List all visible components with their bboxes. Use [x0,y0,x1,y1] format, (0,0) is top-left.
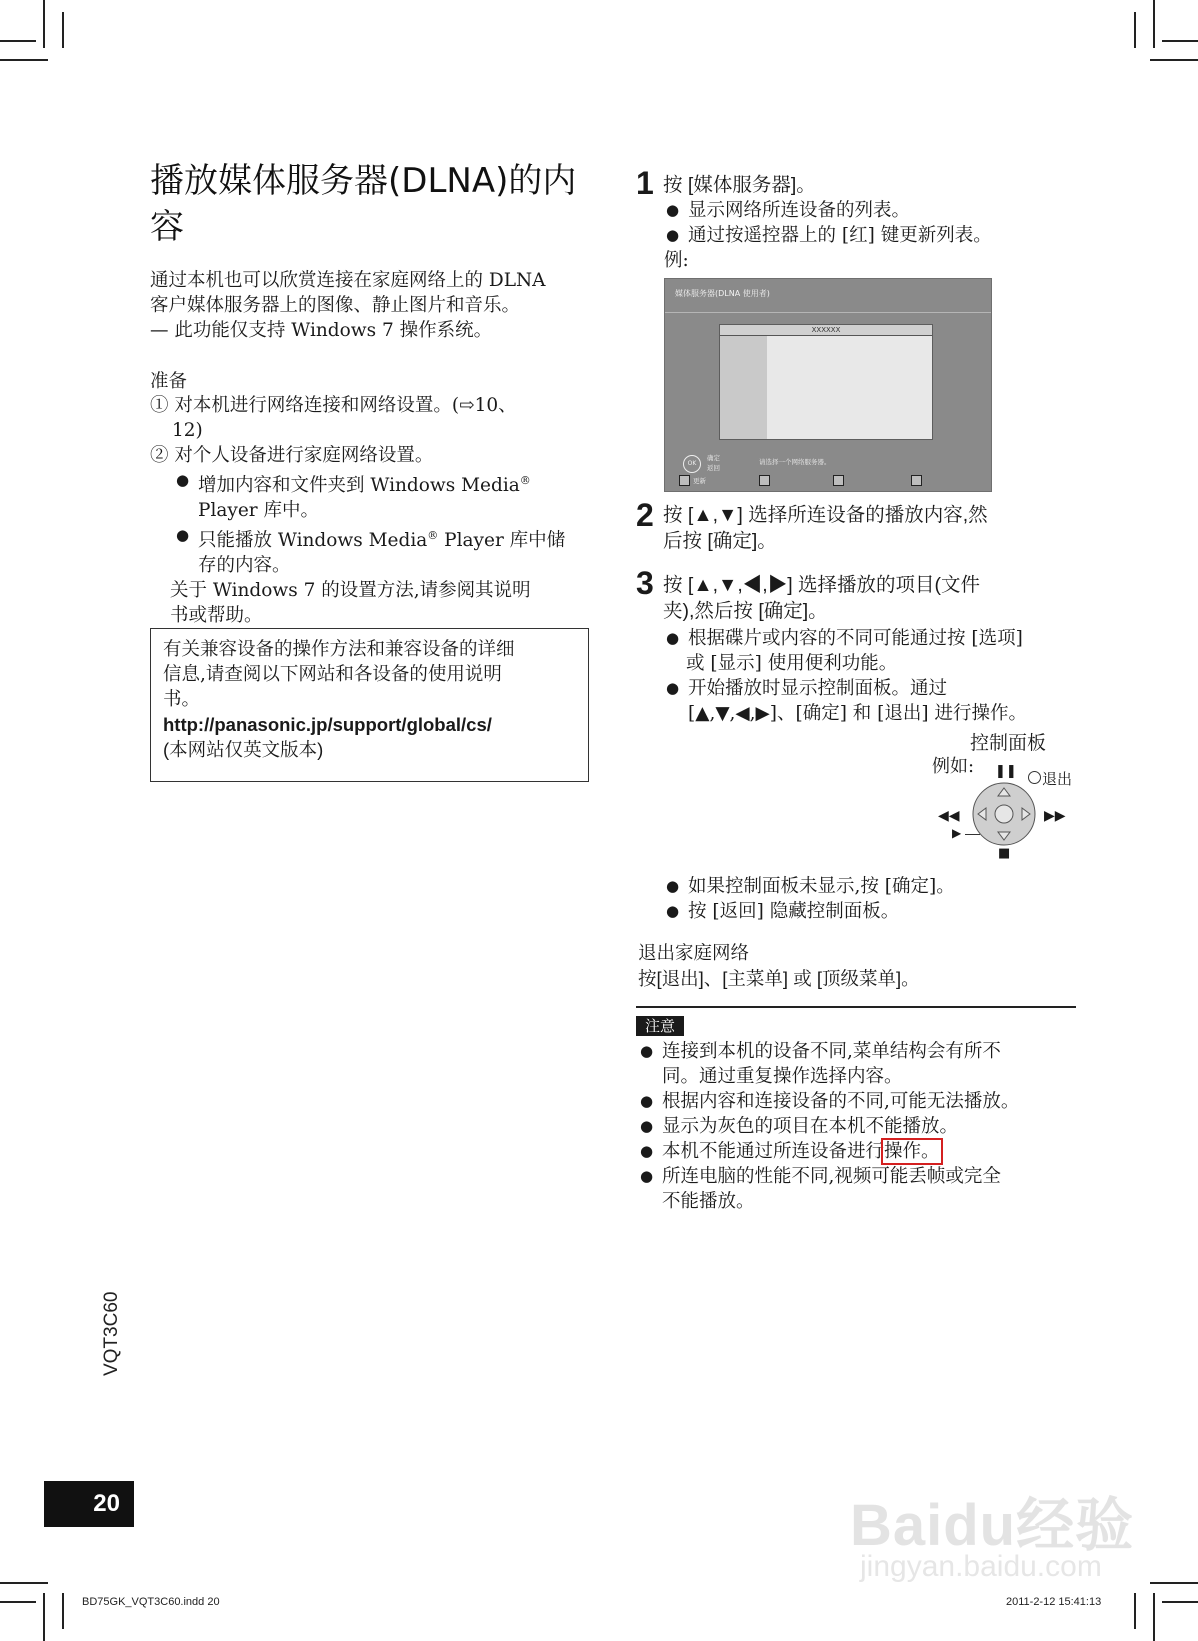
step-3-bullet-4: ● 按 [返回] 隐藏控制面板。 [666,899,1096,924]
step-1-bullet-2: ● 通过按遥控器上的 [红] 键更新列表。 [666,223,1086,248]
step-3-details [666,626,1096,726]
crop-mark-top-right-h [1162,40,1198,42]
step-3-bullet-2-cont: [▲,▼,◀,▶]、[确定] 和 [退出] 进行操作。 [688,703,1027,724]
crop-mark-bottom-right-h2 [1162,1601,1198,1603]
step-3-line-2: 夹),然后按 [确定]。 [663,600,828,622]
footer-timestamp: 2011-2-12 15:41:13 [1006,1596,1102,1608]
page-title: 播放媒体服务器(DLNA)的内容 [150,161,577,247]
prep-note-1: 关于 Windows 7 的设置方法,请参阅其说明 [170,580,531,602]
page-number-text: 20 [93,1490,120,1517]
crop-mark-top-left-h [0,40,36,42]
control-panel-example-label: 例如: [932,756,975,777]
prep-bullet-1-text: 增加内容和文件夹到 Windows Media [198,475,520,497]
crop-mark-bottom-right-v [1134,1593,1136,1629]
crop-mark-top-left-h2 [0,59,48,61]
prep-bullet-2 [176,523,600,578]
note-item-5: ● 所连电脑的性能不同,视频可能丢帧或完全 [640,1164,1080,1189]
registered-mark-2: ® [427,529,439,543]
crop-mark-bottom-right-v2 [1153,1593,1155,1641]
step-1-details [666,198,1086,273]
step-3-number: 3 [636,565,654,601]
crop-mark-top-right-v2 [1153,0,1155,48]
infobox-url-note: (本网站仅英文版本) [163,739,324,760]
note-item-2: ● 根据内容和连接设备的不同,可能无法播放。 [640,1089,1080,1114]
step-2-number: 2 [636,497,654,533]
support-url-link[interactable]: http://panasonic.jp/support/global/cs/ [163,714,492,735]
exit-section [638,940,1078,992]
note-item-4 [640,1139,1080,1164]
prep-bullet-1 [176,468,600,523]
crop-mark-bottom-left-v2 [62,1593,64,1629]
note-item-5-cont: 不能播放。 [662,1191,755,1212]
step-1-text: 按 [媒体服务器]。 [663,174,816,196]
prep-bullet-2-text: 只能播放 Windows Media [198,530,428,552]
intro-line-2: 客户媒体服务器上的图像、静止图片和音乐。 [150,295,521,316]
rewind-icon: ◀◀ [938,808,960,824]
page-number [44,1481,134,1527]
intro-line-3: — 此功能仅支持 Windows 7 操作系统。 [150,320,493,341]
fast-forward-icon: ▶▶ [1044,808,1066,824]
note-item-1: ● 连接到本机的设备不同,菜单结构会有所不 [640,1039,1080,1064]
exit-heading: 退出家庭网络 [638,942,750,963]
osd-hint: 请选择一个网络服务器。 [759,458,831,466]
osd-back-label: 返回 [707,464,720,472]
pause-icon: ❚❚ [995,764,1017,779]
crop-mark-top-left-v2 [62,12,64,48]
crop-mark-top-right-v [1134,12,1136,48]
step-2-line-2: 后按 [确定]。 [663,530,777,552]
prep-item-2: ② 对个人设备进行家庭网络设置。 [150,445,434,466]
osd-server-list [719,324,933,440]
ok-button-icon: OK [683,455,701,473]
note-item-3: ● 显示为灰色的项目在本机不能播放。 [640,1114,1080,1139]
step-3-extra-bullets [666,874,1096,924]
osd-red-button-icon [679,475,690,486]
intro-paragraph [150,268,600,343]
prep-note-2: 书或帮助。 [170,605,263,627]
osd-ok-label: 确定 [707,454,720,462]
prep-section [150,368,600,628]
step-3-bullet-3: ● 如果控制面板未显示,按 [确定]。 [666,874,1096,899]
direction-pad-icon [972,782,1036,846]
osd-list-header: XXXXXX [720,325,932,336]
step-3-text [663,572,1093,624]
osd-blue-button-icon [911,475,922,486]
baidu-watermark-brand: Baidu经验 [850,1493,1135,1558]
play-icon: ▶ [952,826,962,840]
infobox-line-3: 书。 [163,689,201,710]
stop-icon: ■ [998,846,1011,861]
crop-mark-bottom-right-h [1150,1582,1198,1584]
baidu-watermark-url: jingyan.baidu.com [860,1550,1102,1583]
prep-bullet-1-cont: Player 库中。 [198,500,320,522]
note-item-1-cont: 同。通过重复操作选择内容。 [662,1066,903,1087]
step-1-bullet-1: ● 显示网络所连设备的列表。 [666,198,1086,223]
step-3-bullet-1: ● 根据碟片或内容的不同可能通过按 [选项] [666,626,1096,651]
registered-mark: ® [519,474,531,487]
note-item-4-text: 本机不能通过所连设备进行 [662,1141,885,1162]
infobox-line-1: 有关兼容设备的操作方法和兼容设备的详细 [163,639,515,660]
osd-yellow-button-icon [833,475,844,486]
infobox-line-2: 信息,请查阅以下网站和各设备的使用说明 [163,664,502,685]
media-server-screen-example [664,278,992,492]
exit-instruction: 按[退出]、[主菜单] 或 [顶级菜单]。 [638,968,920,989]
footer-file-info: BD75GK_VQT3C60.indd 20 [82,1596,220,1608]
step-1-number: 1 [636,165,654,201]
notes-badge: 注意 [636,1016,684,1036]
osd-divider [665,312,991,313]
prep-bullet-2-tail: Player 库中储 [438,530,566,552]
osd-refresh-label: 更新 [693,477,706,485]
prep-bullet-2-cont: 存的内容。 [198,555,291,577]
osd-title: 媒体服务器(DLNA 使用者) [675,289,770,298]
notes-list [640,1039,1080,1214]
prep-item-1: ① 对本机进行网络连接和网络设置。(⇨10、 [150,395,517,416]
step-2-line-1: 按 [▲,▼] 选择所连设备的播放内容,然 [663,504,988,526]
crop-mark-top-left-v [43,0,45,48]
crop-mark-top-right-h2 [1150,59,1198,61]
notes-divider [636,1006,1076,1008]
osd-green-button-icon [759,475,770,486]
crop-mark-bottom-left-h [0,1582,48,1584]
step-1-example: 例: [664,250,689,271]
model-code: VQT3C60 [101,1291,122,1376]
prep-item-1-cont: 12) [172,420,203,441]
exit-label: 退出 [1042,771,1073,788]
step-3-bullet-2: ● 开始播放时显示控制面板。通过 [666,676,1096,701]
control-panel-label: 控制面板 [970,733,1047,754]
prep-heading: 准备 [150,370,188,391]
step-2-text [663,502,1093,554]
step-3-bullet-1-cont: 或 [显示] 使用便利功能。 [686,653,898,674]
step-3-line-1: 按 [▲,▼,◀,▶] 选择播放的项目(文件 [663,574,981,596]
compat-info-box [150,628,589,782]
intro-line-1: 通过本机也可以欣赏连接在家庭网络上的 DLNA [150,270,546,291]
crop-mark-bottom-left-v [43,1593,45,1641]
osd-list-sidebar [720,336,767,439]
crop-mark-bottom-left-h2 [0,1601,36,1603]
note-item-4-highlight: 操作。 [884,1141,940,1162]
